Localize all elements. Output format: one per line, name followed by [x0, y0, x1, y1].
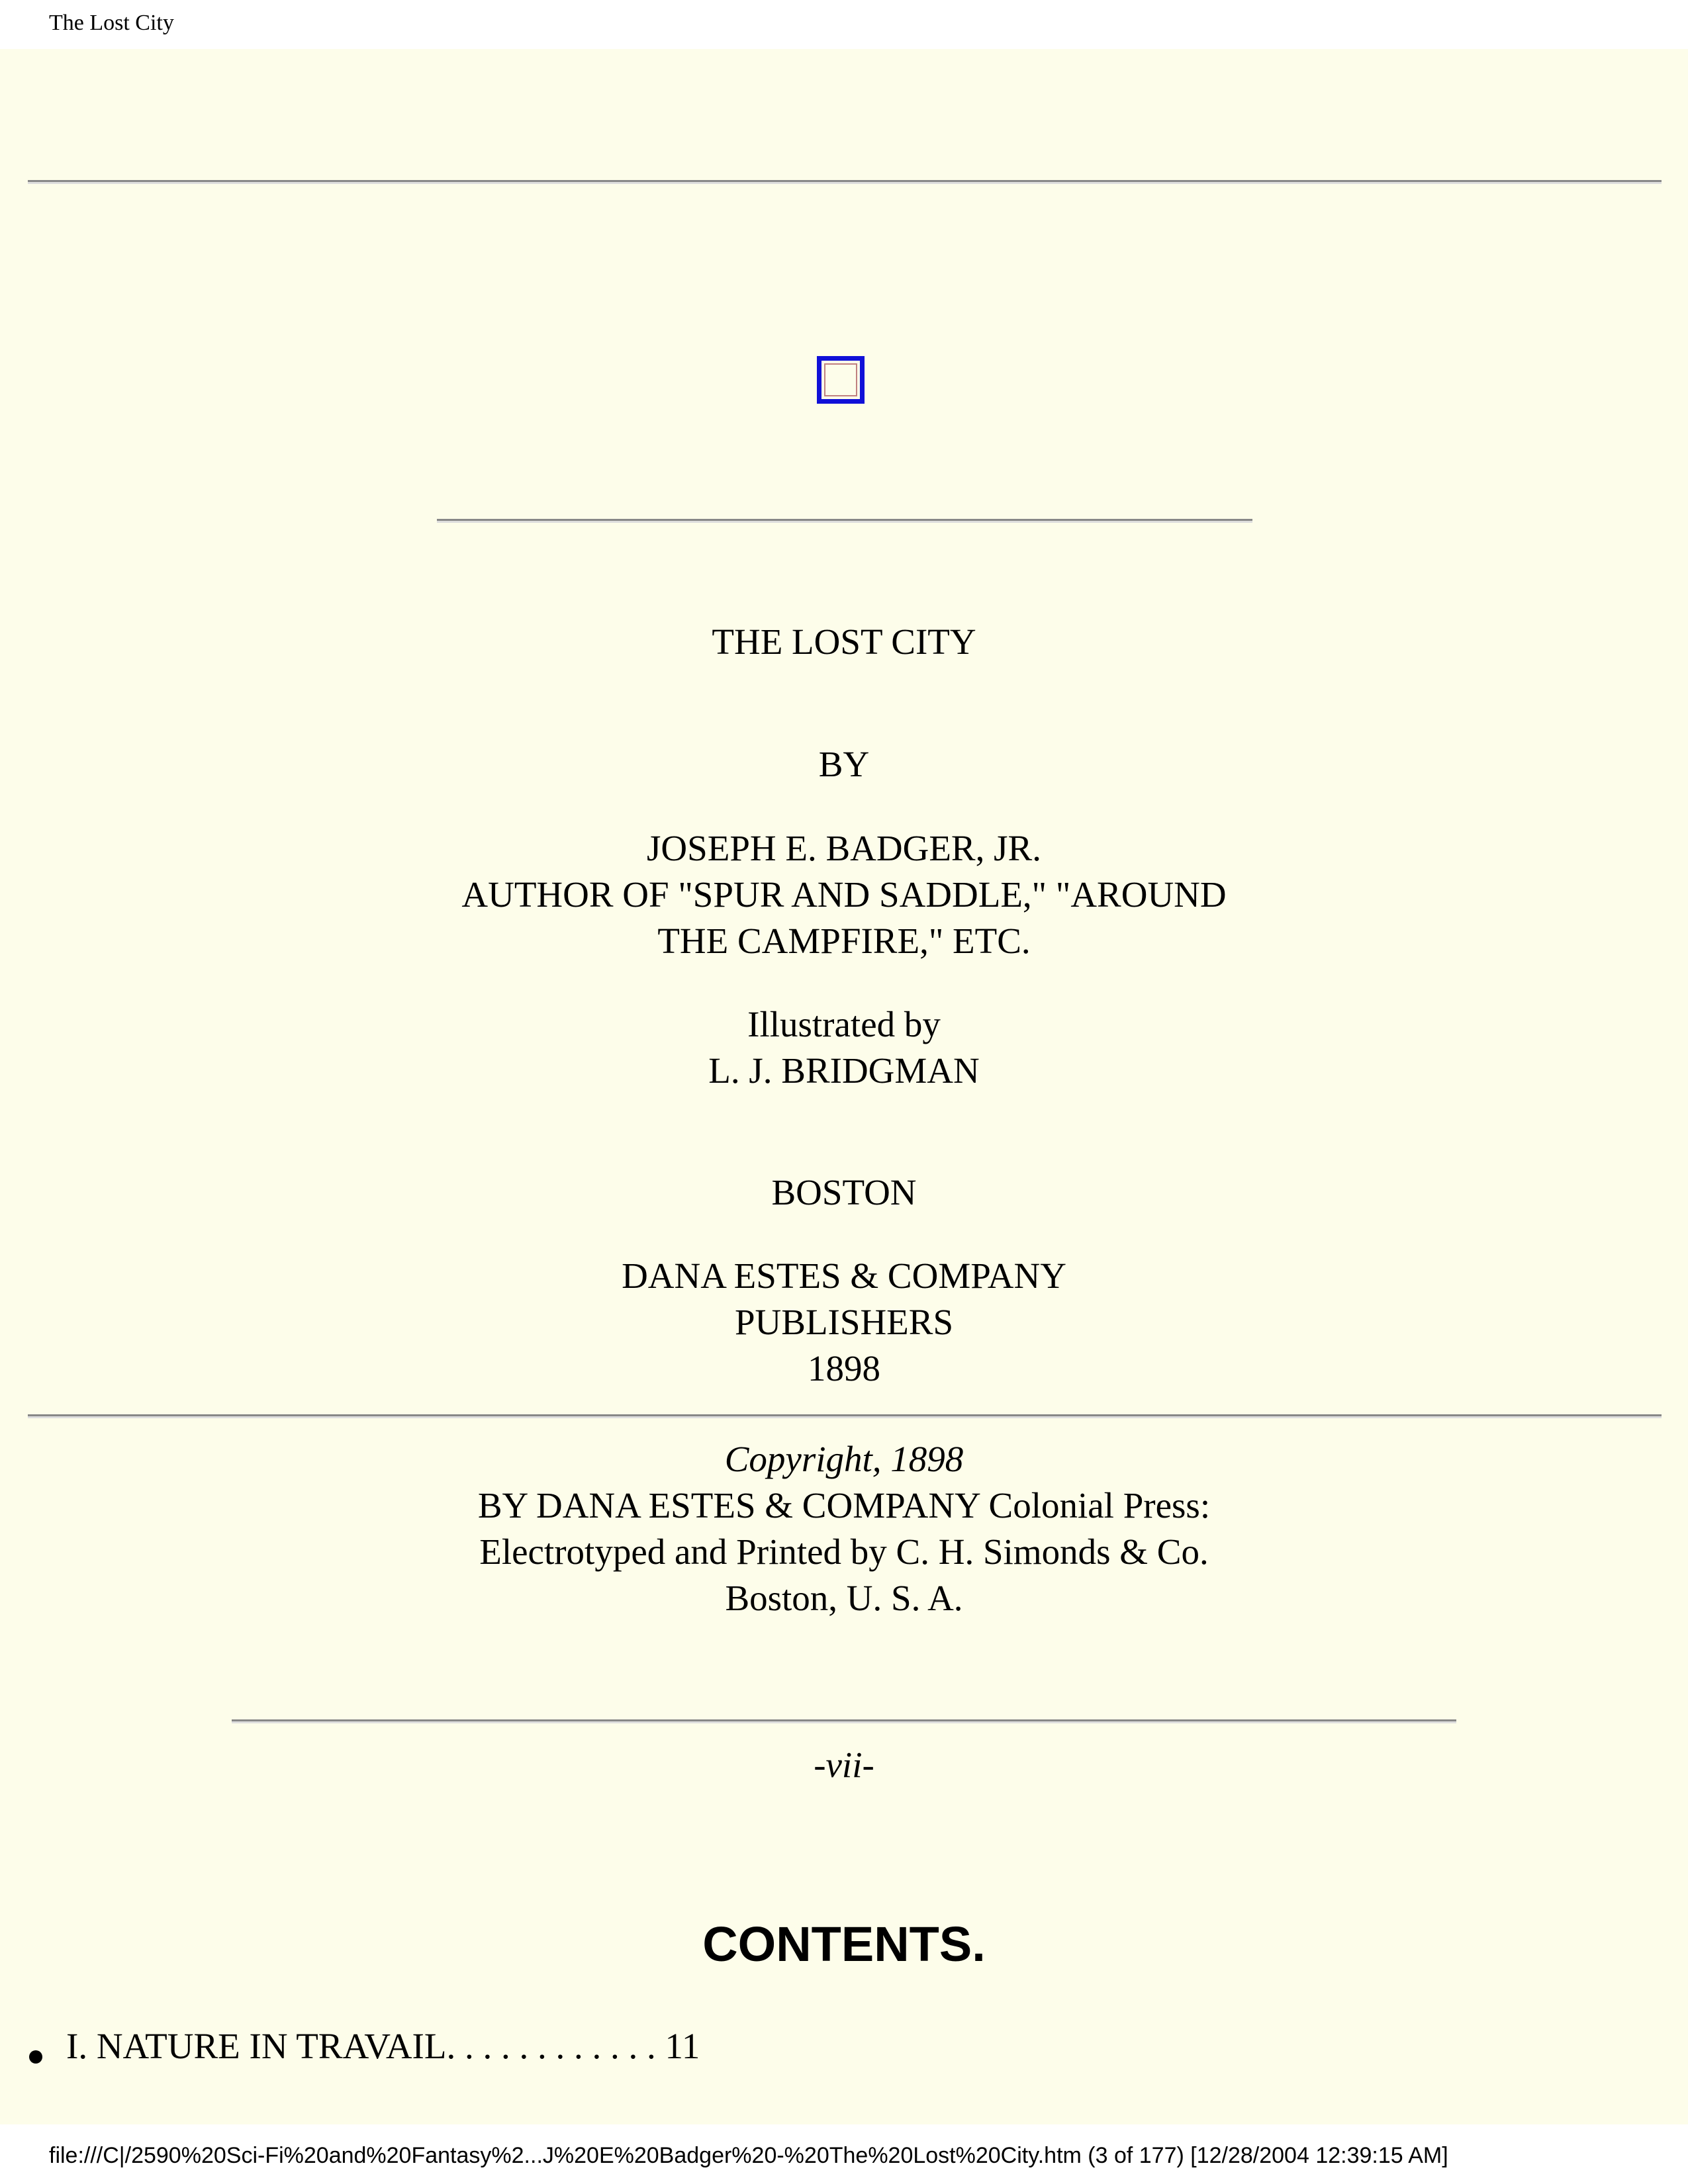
copyright-divider: [28, 1414, 1662, 1418]
contents-heading: CONTENTS.: [702, 1917, 986, 1972]
broken-image-icon[interactable]: [817, 356, 865, 404]
footer-url: file:///C|/2590%20Sci-Fi%20and%20Fantasy%2...J%20E%20Badger%20-%20The%20Lost%20City.htm (3 of 177) [12/28/2004 12:39:15 AM]: [49, 2143, 1448, 2168]
city-block: [0, 1169, 1688, 1216]
title-divider: [437, 519, 1252, 523]
illustrated-by-label: Illustrated by: [747, 1004, 941, 1044]
title-page: [0, 619, 1688, 665]
publisher-name: DANA ESTES & COMPANY: [622, 1255, 1066, 1296]
document-title: The Lost City: [49, 11, 174, 35]
contents-item[interactable]: I. NATURE IN TRAVAIL. . . . . . . . . . . . 11: [26, 2025, 700, 2067]
page-number: -vii-: [814, 1745, 874, 1785]
publisher-city: BOSTON: [771, 1172, 917, 1212]
author-credits-line1: AUTHOR OF "SPUR AND SADDLE," "AROUND: [461, 874, 1227, 915]
contents-list: [26, 2025, 700, 2067]
author-credits-line2: THE CAMPFIRE," ETC.: [657, 921, 1031, 961]
book-title: THE LOST CITY: [712, 621, 976, 662]
printer-line: Electrotyped and Printed by C. H. Simonds & Co.: [479, 1531, 1209, 1572]
by-line: [0, 741, 1688, 788]
publisher-block: [0, 1253, 1688, 1392]
publishers-label: PUBLISHERS: [734, 1302, 954, 1342]
author-name: JOSEPH E. BADGER, JR.: [647, 828, 1041, 868]
copyright-block: [0, 1436, 1688, 1621]
publication-year: 1898: [808, 1348, 880, 1388]
illustrator-block: [0, 1001, 1688, 1094]
copyright-line: Copyright, 1898: [724, 1439, 964, 1479]
copyright-holder-line: BY DANA ESTES & COMPANY Colonial Press:: [477, 1485, 1211, 1525]
page-number-divider: [232, 1719, 1456, 1723]
author-block: [0, 825, 1688, 964]
printer-location-line: Boston, U. S. A.: [725, 1578, 963, 1618]
print-header: [0, 0, 1688, 49]
top-divider: [28, 180, 1662, 184]
page-number-block: [0, 1742, 1688, 1788]
print-footer: [0, 2124, 1688, 2184]
illustrator-name: L. J. BRIDGMAN: [708, 1050, 980, 1091]
by-label: BY: [818, 744, 870, 784]
